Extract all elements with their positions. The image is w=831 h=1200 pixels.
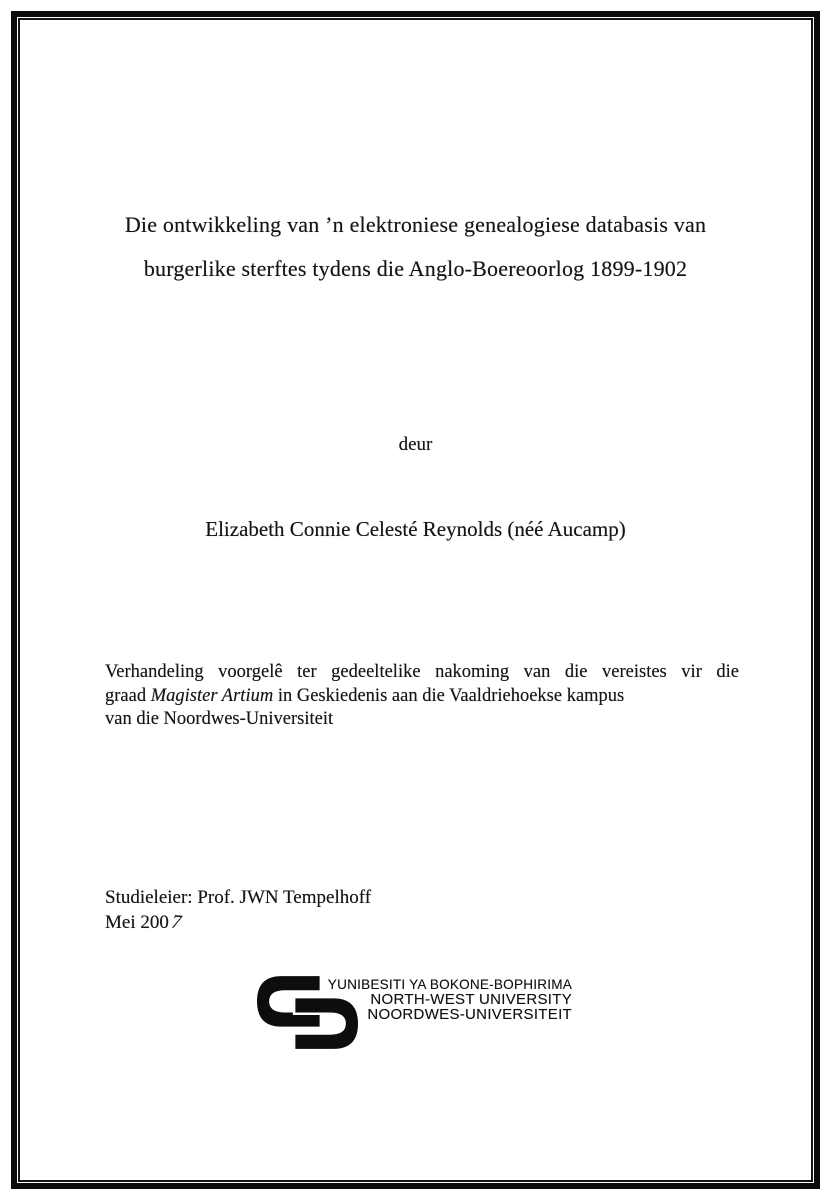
thesis-title <box>40 203 791 291</box>
date-prefix: Mei 200 <box>105 911 169 933</box>
date-last-digit: 7 <box>168 911 185 933</box>
supervisor-date-block <box>105 886 371 935</box>
university-name-block <box>320 977 572 1023</box>
statement-line-2 <box>105 685 739 709</box>
date-line <box>105 911 371 936</box>
supervisor-line: Studieleier: Prof. JWN Tempelhoff <box>105 887 372 908</box>
submission-statement <box>105 661 739 732</box>
university-name-english: NORTH-WEST UNIVERSITY <box>370 991 572 1008</box>
thesis-title-line-1: Die ontwikkeling van ’n elektroniese genealogiese databasis van <box>124 212 707 237</box>
thesis-title-line-2: burgerlike sterftes tydens die Anglo-Boereoorlog 1899-1902 <box>143 256 688 281</box>
university-name-afrikaans: NOORDWES-UNIVERSITEIT <box>367 1006 572 1024</box>
statement-line-3: van die Noordwes-Universiteit <box>105 709 334 730</box>
degree-name-italic: Magister Artium <box>150 685 274 706</box>
byline: deur <box>398 434 433 455</box>
statement-line-1: Verhandeling voorgelê ter gedeeltelike nakoming van die vereistes vir die <box>105 662 739 682</box>
statement-line-2-post: in Geskiedenis aan die Vaaldriehoekse kampus <box>273 685 625 706</box>
university-name-setswana: YUNIBESITI YA BOKONE-BOPHIRIMA <box>327 977 572 992</box>
author-name: Elizabeth Connie Celesté Reynolds (néé Aucamp) <box>205 517 626 541</box>
statement-line-2-pre: graad <box>105 685 151 706</box>
